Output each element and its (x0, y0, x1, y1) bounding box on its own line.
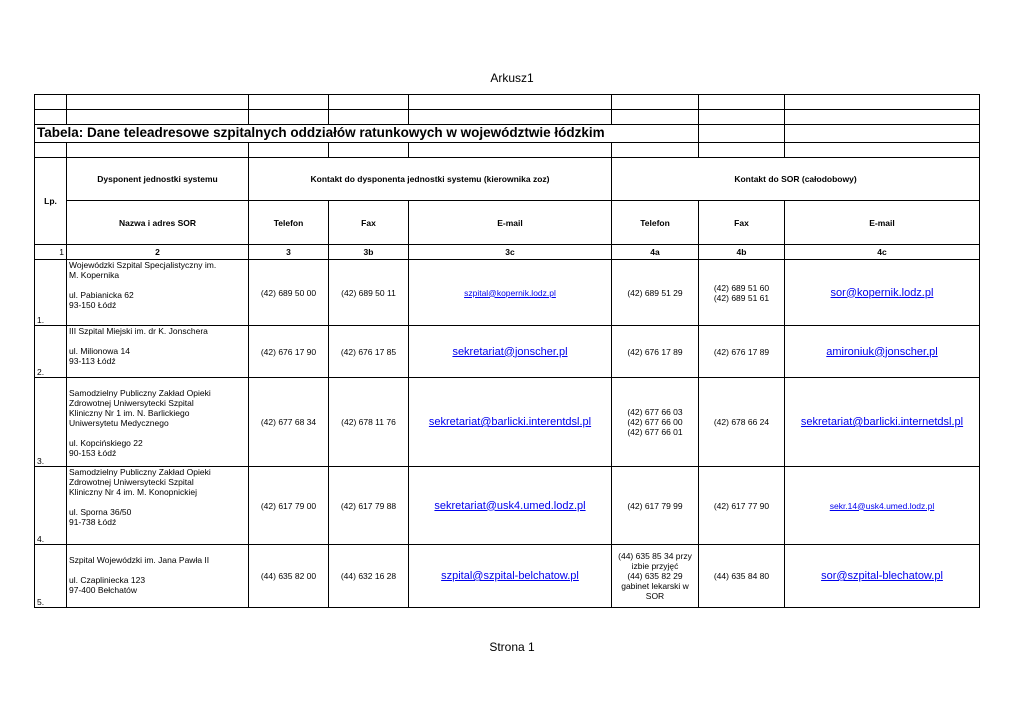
hospital-name-address: III Szpital Miejski im. dr K. Jonschera ul. Milionowa 14 93-113 Łódź (67, 326, 249, 378)
table-row (35, 260, 980, 326)
table-row (35, 467, 980, 545)
header-email: E-mail (409, 201, 612, 245)
fax-cell: (42) 689 50 11 (329, 260, 409, 326)
email-link[interactable]: sekretariat@usk4.umed.lodz.pl (434, 499, 586, 512)
fax-cell: (44) 632 16 28 (329, 545, 409, 608)
table-row (35, 378, 980, 467)
title-row (35, 125, 980, 143)
header-telefon: Telefon (249, 201, 329, 245)
column-number: 3 (249, 245, 329, 260)
email-link[interactable]: szpital@szpital-belchatow.pl (441, 570, 579, 582)
column-number: 3c (409, 245, 612, 260)
sheet-title: Arkusz1 (490, 71, 534, 85)
header-row-2 (35, 201, 980, 245)
sor-email-link[interactable]: sekr.14@usk4.umed.lodz.pl (829, 500, 935, 511)
phone-cell: (42) 689 50 00 (249, 260, 329, 326)
column-number: 4b (699, 245, 785, 260)
header-row-1 (35, 158, 980, 201)
header-sor-fax: Fax (699, 201, 785, 245)
blank-row (35, 143, 980, 158)
column-number: 2 (67, 245, 249, 260)
sor-phone-cell: (42) 676 17 89 (612, 326, 699, 378)
phone-cell: (42) 677 68 34 (249, 378, 329, 467)
column-number: 1 (35, 245, 67, 260)
column-number-row (35, 245, 980, 260)
sor-email-link[interactable]: sor@szpital-blechatow.pl (821, 570, 943, 582)
header-lp: Lp. (35, 158, 67, 245)
sor-phone-cell: (42) 677 66 03 (42) 677 66 00 (42) 677 66 01 (612, 378, 699, 467)
sor-phone-cell: (44) 635 85 34 przy izbie przyjęć (44) 635 82 29 gabinet lekarski w SOR (612, 545, 699, 608)
sor-email-link[interactable]: amironiuk@jonscher.pl (826, 345, 938, 358)
header-fax: Fax (329, 201, 409, 245)
fax-cell: (42) 617 79 88 (329, 467, 409, 545)
sor-email-link[interactable]: sekretariat@barlicki.internetdsl.pl (800, 416, 964, 428)
row-lp: 5. (35, 545, 67, 608)
email-link[interactable]: sekretariat@barlicki.interentdsl.pl (428, 416, 592, 428)
header-sor-telefon: Telefon (612, 201, 699, 245)
fax-cell: (42) 678 11 76 (329, 378, 409, 467)
page-footer: Strona 1 (489, 640, 535, 654)
sor-email-link[interactable]: sor@kopernik.lodz.pl (830, 286, 934, 299)
sor-fax-cell: (42) 689 51 60 (42) 689 51 61 (699, 260, 785, 326)
header-kontakt-sor: Kontakt do SOR (całodobowy) (612, 158, 980, 201)
hospital-name-address: Samodzielny Publiczny Zakład Opieki Zdrowotnej Uniwersytecki Szpital Kliniczny Nr 4 im. M. Konopnickiej ul. Sporna 36/50 91-738 Łódź (67, 467, 249, 545)
column-number: 4a (612, 245, 699, 260)
table-title: Tabela: Dane teleadresowe szpitalnych oddziałów ratunkowych w województwie łódzkim (37, 125, 605, 140)
blank-row (35, 110, 980, 125)
row-lp: 4. (35, 467, 67, 545)
sor-fax-cell: (44) 635 84 80 (699, 545, 785, 608)
table-row (35, 545, 980, 608)
hospital-table (34, 94, 980, 608)
header-kontakt-dysponent: Kontakt do dysponenta jednostki systemu (kierownika zoz) (249, 158, 612, 201)
sor-phone-cell: (42) 617 79 99 (612, 467, 699, 545)
phone-cell: (42) 617 79 00 (249, 467, 329, 545)
row-lp: 2. (35, 326, 67, 378)
sor-fax-cell: (42) 617 77 90 (699, 467, 785, 545)
phone-cell: (44) 635 82 00 (249, 545, 329, 608)
sor-phone-cell: (42) 689 51 29 (612, 260, 699, 326)
phone-cell: (42) 676 17 90 (249, 326, 329, 378)
column-number: 3b (329, 245, 409, 260)
sor-fax-cell: (42) 676 17 89 (699, 326, 785, 378)
header-nazwa: Nazwa i adres SOR (67, 201, 249, 245)
header-dysponent: Dysponent jednostki systemu (67, 158, 249, 201)
row-lp: 1. (35, 260, 67, 326)
email-link[interactable]: sekretariat@jonscher.pl (452, 345, 568, 358)
row-lp: 3. (35, 378, 67, 467)
sor-fax-cell: (42) 678 66 24 (699, 378, 785, 467)
hospital-name-address: Wojewódzki Szpital Specjalistyczny im. M. Kopernika ul. Pabianicka 62 93-150 Łódź (67, 260, 249, 326)
table-row (35, 326, 980, 378)
hospital-name-address: Samodzielny Publiczny Zakład Opieki Zdrowotnej Uniwersytecki Szpital Kliniczny Nr 1 im. N. Barlickiego Uniwersytetu Medycznego ul. Kopcińskiego 22 90-153 Łódź (67, 378, 249, 467)
blank-row (35, 95, 980, 110)
column-number: 4c (785, 245, 980, 260)
email-link[interactable]: szpital@kopernik.lodz.pl (464, 287, 556, 298)
header-sor-email: E-mail (785, 201, 980, 245)
hospital-name-address: Szpital Wojewódzki im. Jana Pawła II ul. Czapliniecka 123 97-400 Bełchatów (67, 545, 249, 608)
fax-cell: (42) 676 17 85 (329, 326, 409, 378)
